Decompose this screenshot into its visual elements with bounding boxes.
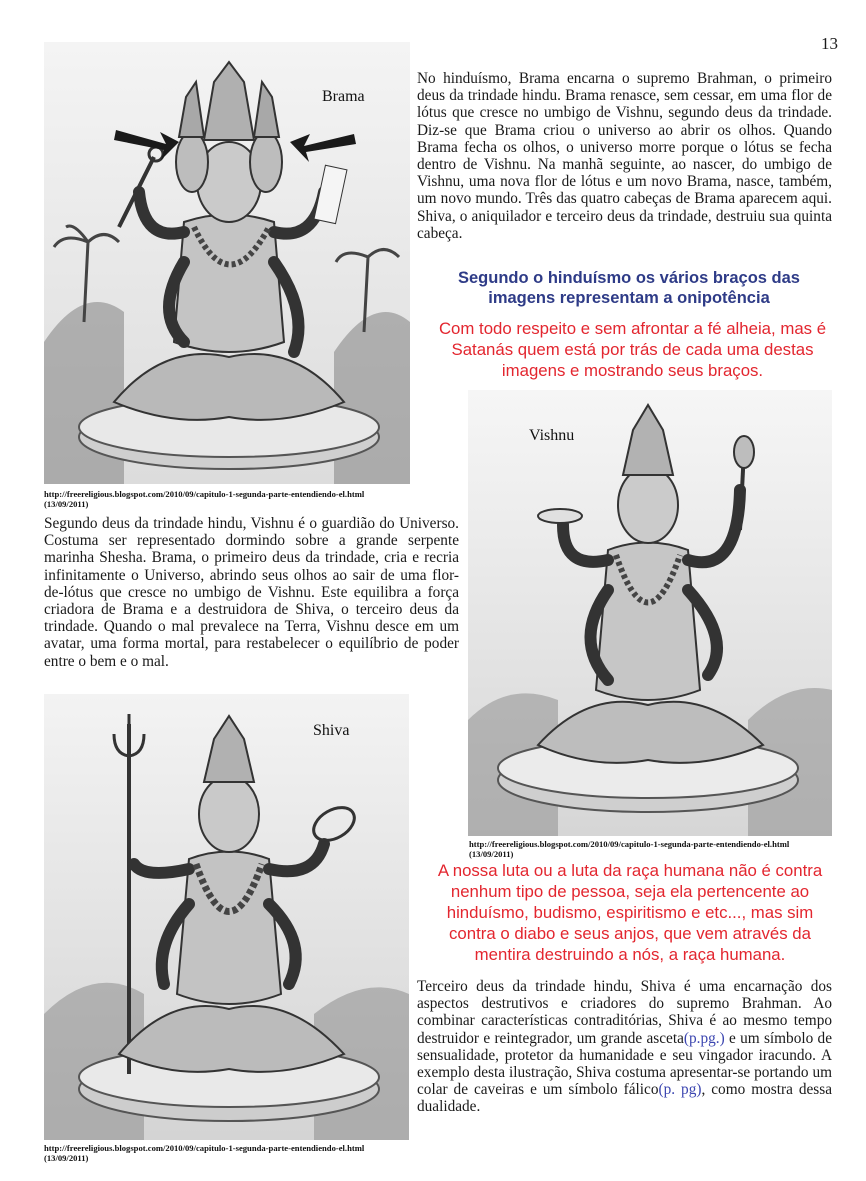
shiva-source-date: (13/09/2011) [44,1153,89,1163]
reference-link-1[interactable]: (p.pg.) [683,1029,725,1047]
brama-source [44,489,424,509]
brama-illustration [44,42,410,484]
paragraph-shiva-part1: Terceiro deus da trindade hindu, Shiva é uma encarnação dos aspectos destrutivos e criadores do supremo Brahman. Ao combinar características contraditórias, Shiva é ao mesmo tempo destruidor e reintegrador, um grande asceta [417,978,832,1047]
page-number: 13 [821,34,838,53]
brama-label: Brama [322,88,365,105]
vishnu-label: Vishnu [529,427,575,444]
vishnu-illustration [468,390,832,836]
shiva-source-url: http://freereligious.blogspot.com/2010/09/capitulo-1-segunda-parte-entendiendo-el.html [44,1143,365,1153]
brama-image [44,42,410,484]
vishnu-source-date: (13/09/2011) [469,849,514,859]
red-note-struggle: A nossa luta ou a luta da raça humana não é contra nenhum tipo de pessoa, seja ela pertencente ao hinduísmo, budismo, espiritismo e etc..., mas sim contra o diabo e seus anjos, que vem através da mentira destruindo a nós, a raça humana. [437,861,823,964]
headline-arms-omnipotence: Segundo o hinduísmo os vários braços das imagens representam a onipotência [458,269,800,307]
paragraph-shiva [417,978,832,1116]
paragraph-shiva-part3: , como mostra dessa dualidade. [417,1081,832,1116]
vishnu-source [469,839,849,859]
reference-link-2[interactable]: (p. pg) [658,1081,702,1099]
vishnu-source-url: http://freereligious.blogspot.com/2010/09/capitulo-1-segunda-parte-entendiendo-el.html [469,839,790,849]
paragraph-vishnu: Segundo deus da trindade hindu, Vishnu é o guardião do Universo. Costuma ser representado dormindo sobre a grande serpente marinha Shesha. Brama, o primeiro deus da trindade, cria e recria infinitamente o Universo, abrindo seus olhos ao sair de uma flor-de-lótus que cresce no umbigo de Vishnu. Este equilibra a força criadora de Brama e a destruidora de Shiva, o terceiro deus da trindade. Quando o mal prevalece na Terra, Vishnu desce em um avatar, uma forma mortal, para restabelecer o equilíbrio de poder entre o bem e o mal. [44,515,459,670]
shiva-illustration [44,694,409,1140]
paragraph-brama: No hinduísmo, Brama encarna o supremo Brahman, o primeiro deus da trindade hindu. Brama renasce, sem cessar, em uma flor de lótus que cresce no umbigo de Vishnu, segundo deus da trindade. Diz-se que Brama criou o universo ao abrir os olhos. Quando Brama fecha os olhos, o universo morre porque o lótus se fecha dentro de Vishnu. Na manhã seguinte, ao nascer, do umbigo de Vishnu, uma nova flor de lótus e um novo Brama, nasce, também, um novo mundo. Três das quatro cabeças de Brama aparecem aqui. Shiva, o aniquilador e terceiro deus da trindade, destruiu sua quinta cabeça. [417,70,832,242]
shiva-image [44,694,409,1140]
paragraph-shiva-part2: e um símbolo de sensualidade, protetor da humanidade e seu vingador iracundo. A exemplo desta ilustração, Shiva costuma apresentar-se portando um colar de caveiras e um símbolo fálico [417,1029,832,1099]
brama-source-url: http://freereligious.blogspot.com/2010/09/capitulo-1-segunda-parte-entendiendo-el.html [44,489,365,499]
vishnu-image [468,390,832,836]
shiva-label: Shiva [313,722,350,739]
brama-source-date: (13/09/2011) [44,499,89,509]
shiva-source [44,1143,424,1163]
red-note-respect: Com todo respeito e sem afrontar a fé alheia, mas é Satanás quem está por trás de cada uma destas imagens e mostrando seus braços. [438,319,827,380]
